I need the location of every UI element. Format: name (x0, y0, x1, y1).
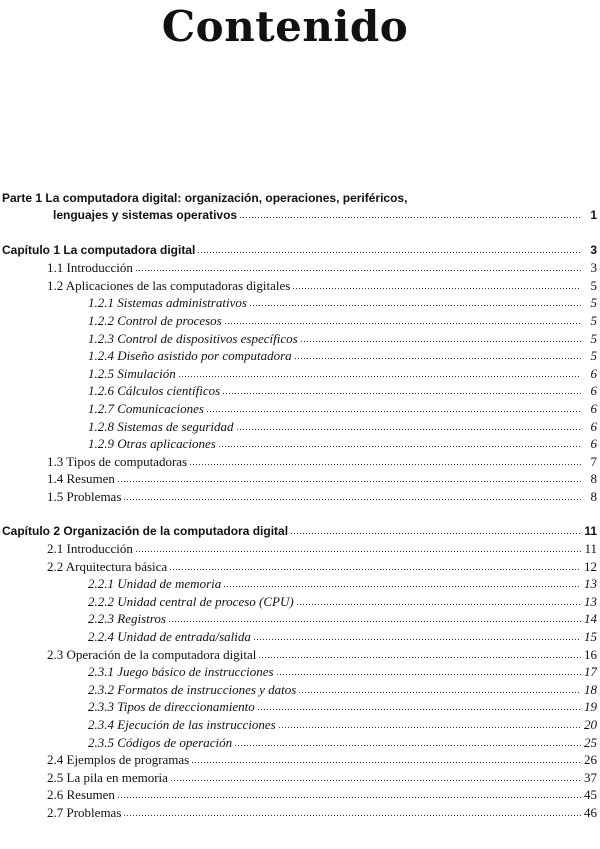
toc-subsection-entry[interactable] (0, 382, 600, 400)
toc-subsection-entry[interactable] (0, 312, 600, 330)
dot-leader (168, 613, 581, 623)
dot-leader (236, 421, 581, 431)
dot-leader (278, 719, 581, 729)
entry-label: 2.3.4 Ejecución de las instrucciones (88, 717, 276, 733)
toc-subsection-entry[interactable] (0, 716, 600, 734)
page-number: 11 (584, 541, 597, 557)
dot-leader (117, 473, 581, 483)
entry-label: 1.2.3 Control de dispositivos específicos (88, 330, 298, 346)
dot-leader (239, 209, 581, 219)
page-number: 16 (584, 646, 597, 662)
entry-label: 2.4 Ejemplos de programas (47, 752, 190, 768)
toc-section-entry[interactable] (0, 470, 600, 488)
page-number: 12 (584, 558, 597, 574)
entry-label: 1.2 Aplicaciones de las computadoras digitales (47, 277, 291, 293)
dot-leader (189, 456, 581, 466)
entry-label: 2.2.1 Unidad de memoria (88, 576, 222, 592)
toc-subsection-entry[interactable] (0, 435, 600, 453)
dot-leader (123, 807, 581, 817)
toc-section-entry[interactable] (0, 769, 600, 787)
toc-section-entry[interactable] (0, 540, 600, 558)
section-gap (0, 506, 600, 523)
entry-label: 2.2 Arquitectura básica (47, 558, 168, 574)
chapter-heading[interactable] (0, 523, 600, 541)
toc-subsection-entry[interactable] (0, 610, 600, 628)
page-number: 20 (584, 717, 597, 733)
entry-label: 2.3.3 Tipos de direccionamiento (88, 699, 255, 715)
page-number: 1 (590, 208, 597, 222)
page-number: 8 (590, 488, 597, 504)
toc-subsection-entry[interactable] (0, 294, 600, 312)
page-number: 19 (584, 699, 597, 715)
entry-label: 1.2.4 Diseño asistido por computadora (88, 348, 292, 364)
dot-leader (206, 403, 581, 413)
entry-label: 1.2.6 Cálculos científicos (88, 383, 221, 399)
dot-leader (290, 525, 581, 535)
entry-label: 2.2.2 Unidad central de proceso (CPU) (88, 593, 294, 609)
toc-section-entry[interactable] (0, 786, 600, 804)
dot-leader (253, 631, 581, 641)
dot-leader (178, 368, 581, 378)
dot-leader (296, 596, 581, 606)
entry-label: 2.2.4 Unidad de entrada/salida (88, 629, 251, 645)
entry-label: 2.3.2 Formatos de instrucciones y datos (88, 681, 297, 697)
toc-section-entry[interactable] (0, 646, 600, 664)
page-number: 46 (584, 805, 597, 820)
toc-subsection-entry[interactable] (0, 575, 600, 593)
page-number: 25 (584, 734, 597, 750)
page-number: 6 (590, 418, 597, 434)
toc-subsection-entry[interactable] (0, 400, 600, 418)
entry-label: 2.1 Introducción (47, 541, 133, 557)
section-gap (0, 225, 600, 242)
entry-label: 2.3.1 Juego básico de instrucciones (88, 664, 274, 680)
entry-label: 2.6 Resumen (47, 787, 115, 803)
toc-section-entry[interactable] (0, 804, 600, 822)
part-heading-continuation (0, 207, 600, 225)
entry-label: 2.3 Operación de la computadora digital (47, 646, 257, 662)
entry-label: 1.2.5 Simulación (88, 365, 176, 381)
toc-subsection-entry[interactable] (0, 681, 600, 699)
toc-subsection-entry[interactable] (0, 628, 600, 646)
entry-label: 2.7 Problemas (47, 805, 122, 820)
toc-subsection-entry[interactable] (0, 418, 600, 436)
page-number: 7 (590, 453, 597, 469)
page-number: 14 (584, 611, 597, 627)
page-number: 5 (590, 330, 597, 346)
page-number: 8 (590, 471, 597, 487)
entry-label: 1.5 Problemas (47, 488, 122, 504)
page-number: 6 (590, 383, 597, 399)
entry-label: 2.2.3 Registros (88, 611, 166, 627)
page-number: 17 (584, 664, 597, 680)
entry-label: 1.2.1 Sistemas administrativos (88, 295, 247, 311)
page-number: 15 (584, 629, 597, 645)
dot-leader (135, 262, 581, 272)
page-number: 26 (584, 752, 597, 768)
page-number: 45 (584, 787, 597, 803)
page-number: 5 (590, 312, 597, 328)
chapter-list (0, 225, 600, 822)
toc-section-entry[interactable] (0, 277, 600, 295)
page-number: 3 (590, 260, 597, 276)
page-number: 6 (590, 400, 597, 416)
toc-section-entry[interactable] (0, 259, 600, 277)
page-number: 37 (584, 769, 597, 785)
dot-leader (222, 385, 581, 395)
toc-subsection-entry[interactable] (0, 347, 600, 365)
chapter-heading[interactable] (0, 242, 600, 260)
toc-section-entry[interactable] (0, 453, 600, 471)
entry-label: 1.2.7 Comunicaciones (88, 400, 204, 416)
dot-leader (257, 701, 581, 711)
dot-leader (292, 280, 581, 290)
toc-subsection-entry[interactable] (0, 663, 600, 681)
toc-subsection-entry[interactable] (0, 698, 600, 716)
dot-leader (294, 350, 581, 360)
entry-label: 1.2.9 Otras aplicaciones (88, 436, 216, 452)
dot-leader (234, 737, 581, 747)
toc-section-entry[interactable] (0, 558, 600, 576)
dot-leader (218, 438, 581, 448)
dot-leader (117, 789, 581, 799)
dot-leader (224, 315, 581, 325)
page-number: 5 (590, 348, 597, 364)
dot-leader (300, 333, 581, 343)
toc-subsection-entry[interactable] (0, 593, 600, 611)
dot-leader (169, 561, 581, 571)
page-number: 6 (590, 436, 597, 452)
dot-leader (170, 772, 581, 782)
page-number: 6 (590, 365, 597, 381)
entry-label: 1.1 Introducción (47, 260, 133, 276)
toc-section-entry[interactable] (0, 751, 600, 769)
toc-subsection-entry[interactable] (0, 330, 600, 348)
page-number: 13 (584, 576, 597, 592)
page-number: 11 (584, 523, 597, 538)
entry-label: 2.3.5 Códigos de operación (88, 734, 233, 750)
dot-leader (135, 543, 581, 553)
entry-label: 1.4 Resumen (47, 471, 115, 487)
dot-leader (197, 244, 581, 254)
part-label-line2: lenguajes y sistemas operativos (53, 208, 238, 222)
dot-leader (191, 754, 581, 764)
entry-label: Capítulo 2 Organización de la computadora digital (2, 523, 289, 538)
page-title: Contenido (161, 2, 409, 51)
table-of-contents (0, 190, 600, 822)
page-number: 5 (590, 295, 597, 311)
entry-label: 2.5 La pila en memoria (47, 769, 168, 785)
page-number: 13 (584, 593, 597, 609)
dot-leader (249, 297, 581, 307)
entry-label: 1.2.2 Control de procesos (88, 312, 222, 328)
dot-leader (258, 649, 581, 659)
toc-subsection-entry[interactable] (0, 365, 600, 383)
toc-subsection-entry[interactable] (0, 734, 600, 752)
page-number: 5 (590, 277, 597, 293)
page-number: 18 (584, 681, 597, 697)
dot-leader (123, 491, 581, 501)
dot-leader (276, 666, 581, 676)
part-heading: Parte 1 La computadora digital: organización, operaciones, periféricos, (2, 191, 408, 205)
dot-leader (223, 578, 581, 588)
page-number: 3 (590, 242, 597, 257)
entry-label: Capítulo 1 La computadora digital (2, 242, 196, 257)
toc-section-entry[interactable] (0, 488, 600, 506)
entry-label: 1.3 Tipos de computadoras (47, 453, 188, 469)
dot-leader (298, 684, 581, 694)
entry-label: 1.2.8 Sistemas de seguridad (88, 418, 234, 434)
